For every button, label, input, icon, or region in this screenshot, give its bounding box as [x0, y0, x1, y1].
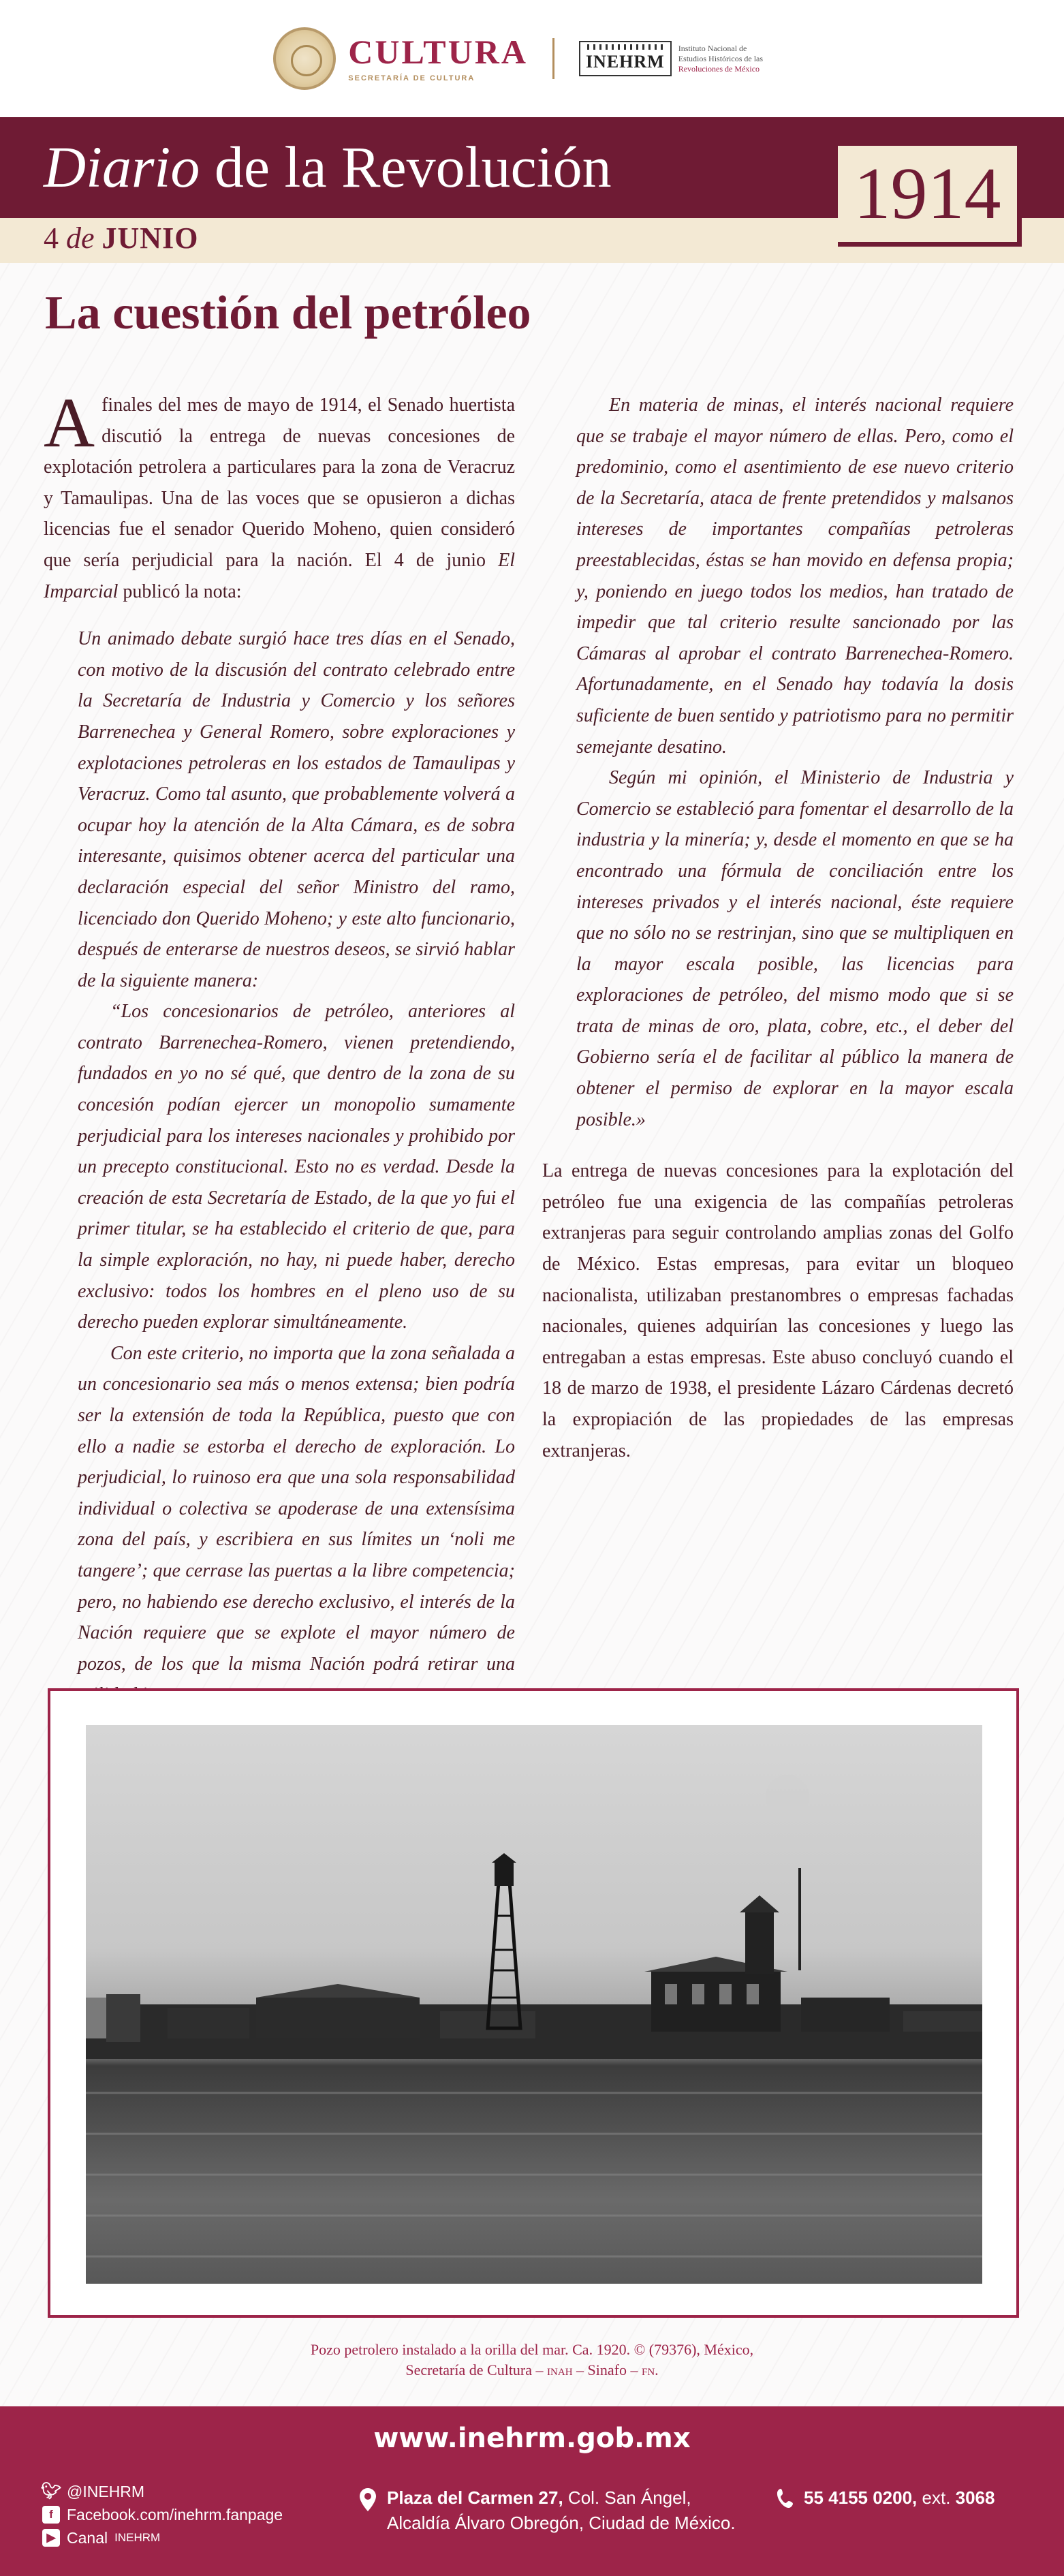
historic-photo[interactable] — [86, 1725, 982, 2284]
date-de: de — [59, 221, 102, 255]
facebook-icon: f — [42, 2506, 60, 2524]
twitter-handle: @INEHRM — [67, 2483, 145, 2500]
page-title-rest: de la Revolución — [200, 134, 612, 200]
cultura-subtitle: SECRETARÍA DE CULTURA — [348, 74, 475, 82]
year-label: 1914 — [854, 153, 1001, 234]
drop-cap: A — [44, 384, 95, 462]
youtube-channel: INEHRM — [114, 2531, 161, 2544]
year-box — [838, 146, 1022, 247]
youtube-icon: ▶ — [42, 2529, 60, 2547]
phone[interactable] — [777, 2485, 995, 2511]
inehrm-desc-line1: Instituto Nacional de — [678, 43, 747, 53]
quote-paragraph-2: “Los concesionarios de petróleo, anteriores al contrato Barrenechea-Romero, vienen pretendiendo, fundados en yo no sé qué, que dentro de la zona de su concesión podían ejercer un monopolio sumamente perjudicial para los intereses nacionales y prohibido por un precepto constitucional. Esto no es verdad. Desde la creación de esta Secretaría de Estado, de la que yo fui el primer titular, se ha establecido el criterio de que, para la simple exploración, no hay, ni puede haber, derecho exclusivo: todos los hombres en el pleno uso de su derecho pueden explorar simultáneamente. — [78, 1001, 515, 1333]
seal-icon — [273, 27, 336, 90]
date-month: JUNIO — [101, 221, 199, 255]
map-pin-icon — [360, 2488, 376, 2511]
quote-paragraph-3: Con este criterio, no importa que la zona señalada a un concesionario sea más o menos extensa; bien podría ser la extensión de toda la República, puesto que con ello a nadie se estorba el derecho de exploración. Lo perjudicial, lo ruinoso era que una sola responsabilidad individual o colectiva se apoderase de una extensísima zona del país, y escribiera en sus límites un ‘noli me tangere’; que cerrase las puertas a la libre competencia; pero, no habiendo ese derecho exclusivo, el interés de la Nación requiere que se explote el mayor número de pozos, de los que la misma Nación podrá retirar una — [78, 1342, 515, 1675]
inehrm-building-icon — [579, 41, 672, 76]
address — [360, 2485, 736, 2536]
address-line-2: Alcaldía Álvaro Obregón, Ciudad de México. — [387, 2513, 736, 2533]
twitter-link[interactable] — [42, 2480, 283, 2503]
phone-ext: 3068 — [955, 2487, 995, 2508]
footer — [0, 2406, 1064, 2576]
inehrm-desc-line3: Revoluciones de México — [678, 63, 760, 74]
caption-inah: inah — [547, 2361, 573, 2378]
inehrm-logo[interactable] — [579, 41, 791, 76]
inehrm-name: INEHRM — [585, 52, 665, 72]
phone-text — [804, 2485, 995, 2511]
caption-line-2-start: Secretaría de Cultura – — [405, 2361, 548, 2378]
inehrm-description — [678, 44, 791, 74]
quote-block-right — [542, 390, 1014, 1135]
date-day: 4 — [44, 221, 59, 255]
quote-block-left — [44, 623, 515, 1711]
intro-text: finales del mes de mayo de 1914, el Senado huertista discutió la entrega de nuevas concesiones de explotación petrolera a particulares para la zona de Veracruz y Tamaulipas. Una de las voces que se opusieron a dichas licencias fue el senador Querido Moheno, quien consideró que sería perjudicial para la nación. El 4 de junio — [44, 394, 515, 571]
newspaper-name: El Imparcial — [44, 549, 515, 602]
ext-label: ext. — [917, 2487, 956, 2508]
article-intro — [44, 384, 515, 607]
twitter-icon: 🐦︎ — [40, 2482, 62, 2500]
caption-line-1: Pozo petrolero instalado a la orilla del mar. Ca. 1920. © (79376), México, — [310, 2341, 754, 2358]
caption-line-2 — [0, 2360, 1064, 2380]
caption-mid: – Sinafo – — [572, 2361, 642, 2378]
cultura-text — [348, 35, 528, 82]
page-title-italic: Diario — [44, 134, 200, 200]
youtube-label: Canal — [67, 2529, 108, 2547]
phone-number: 55 4155 0200, — [804, 2487, 918, 2508]
facebook-url: Facebook.com/inehrm.fanpage — [67, 2506, 283, 2524]
facebook-link[interactable] — [42, 2503, 283, 2526]
photo-frame — [48, 1688, 1019, 2318]
photo-illustration — [86, 1725, 982, 2284]
address-street: Plaza del Carmen 27, — [387, 2487, 563, 2508]
logo-divider — [552, 38, 554, 79]
cultura-logo[interactable] — [273, 27, 528, 90]
quote-paragraph-5: Según mi opinión, el Ministerio de Industria y Comercio se estableció para fomentar el desarrollo de la industria y la minería; y, desde el momento en que se ha encontrado una fórmula de conciliación entre los intereses privados y el interés nacional, éste requiere que no sólo no se restrinjan, sino que se multipliquen en la mayor escala posible, las licencias para exploraciones de petróleo, del mismo modo que si se trata de minas de oro, plata, cobre, etc., el deber del Gobierno sería el de facilitar al público la manera de obtener el permiso de explorar en la mayor escala posible.» — [576, 767, 1014, 1130]
social-links — [42, 2480, 283, 2549]
address-line-1 — [387, 2485, 736, 2511]
page-title — [44, 133, 612, 201]
caption-fn: fn — [641, 2361, 655, 2378]
inehrm-desc-line2: Estudios Históricos de las — [678, 53, 764, 63]
article-column-left — [44, 384, 515, 1711]
address-colony: Col. San Ángel, — [563, 2487, 691, 2508]
website-link[interactable]: www.inehrm.gob.mx — [373, 2423, 691, 2454]
cultura-name: CULTURA — [348, 33, 528, 71]
quote-paragraph-4: En materia de minas, el interés nacional requiere que se trabaje el mayor número de ellas. Pero, como el predominio, como el asentimiento de ese nuevo criterio de la Secretaría, ataca de frente pretendidos y malsanos intereses de importantes compañías petroleras preestablecidas, éstas se han movido en defensa propia; y, poniendo en juego todos los medios, han tratado de impedir que tal criterio resulte sancionado por las Cámaras al aprobar el contrato Barrenechea-Romero. Afortunadamente, en el Senado hay todavía la dosis suficiente de buen sentido y patriotismo para no permitir semejante desatino. — [576, 394, 1014, 758]
youtube-link[interactable] — [42, 2526, 283, 2549]
date-label — [44, 221, 198, 255]
quote-paragraph-1: Un animado debate surgió hace tres días en el Senado, con motivo de la discusión del contrato celebrado entre la Secretaría de Industria y Comercio y los señores Barrenechea y General Romero, sobre exploraciones y explotaciones petroleras en los estados de Tamaulipas y Veracruz. Como tal asunto, que probablemente volverá a ocupar hoy la atención de la Alta Cámara, es de sobra interesante, quisimos obtener acerca del particular una declaración especial del señor Ministro del ramo, licenciado don Querido Moheno; y este alto funcionario, después de enterarse de nuestros deseos, se sirvió hablar de la siguiente manera: — [78, 628, 515, 991]
article-column-right — [542, 390, 1014, 1466]
photo-caption — [0, 2340, 1064, 2380]
phone-icon — [777, 2488, 794, 2509]
article-closing: La entrega de nuevas concesiones para la explotación del petróleo fue una exigencia de las compañías petroleras extranjeras para seguir controlando amplias zonas del Golfo de México. Estas empresas, para evitar un bloqueo nacionalista, utilizaban prestanombres o empresas fachadas nacionales, quienes adquirían las concesiones y luego las entregaban a estas empresas. Este abuso concluyó cuando el 18 de marzo de 1938, el presidente Lázaro Cárdenas decretó la expropiación de las propiedades de las empresas extranjeras. — [542, 1160, 1014, 1461]
logo-bar — [0, 0, 1064, 117]
article-title: La cuestión del petróleo — [45, 287, 531, 339]
address-text — [387, 2485, 736, 2536]
intro-end: publicó la nota: — [118, 580, 242, 602]
caption-end: . — [655, 2361, 659, 2378]
